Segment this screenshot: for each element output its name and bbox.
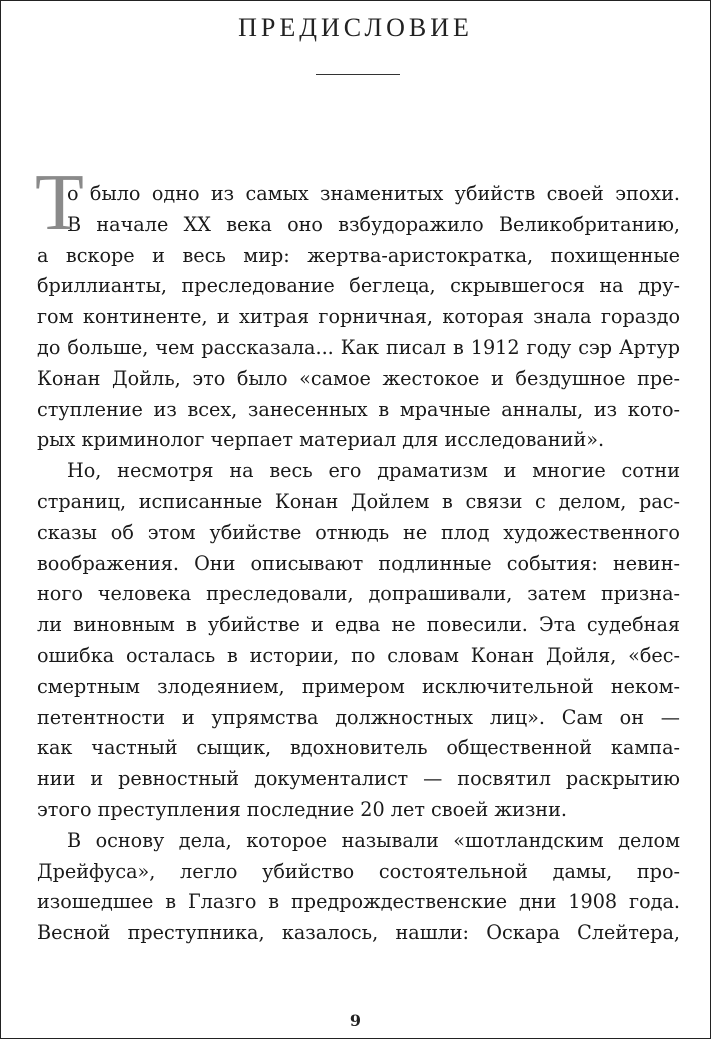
text-line: ступление из всех, занесенных в мрачные анналы, из кото-	[37, 397, 680, 421]
title-divider	[316, 74, 400, 75]
text-line: сказы об этом убийстве отнюдь не плод художественного	[37, 520, 680, 544]
text-line: ного человека преследовали, допрашивали, затем призна-	[37, 582, 680, 606]
text-line: Но, несмотря на весь его драматизм и многие сотни	[67, 459, 680, 483]
page-number: 9	[349, 1011, 362, 1030]
text-line: Дрейфуса», легло убийство состоятельной дамы, про-	[37, 859, 680, 883]
text-line: ли виновным в убийстве и едва не повесили. Эта судебная	[37, 613, 680, 637]
text-line: а вскоре и весь мир: жертва-аристократка, похищенные	[37, 243, 680, 267]
text-line: как частный сыщик, вдохновитель общественной кампа-	[37, 736, 680, 760]
text-line: нии и ревностный документалист — посвятил раскрытию	[37, 767, 680, 791]
text-line: В основу дела, которое называли «шотландским делом	[67, 828, 680, 852]
page-title: ПРЕДИСЛОВИЕ	[238, 13, 473, 42]
text-line: этого преступления последние 20 лет своей жизни.	[37, 797, 567, 821]
text-line: В начале XX века оно взбудоражило Великобританию,	[67, 212, 680, 236]
text-line: ошибка осталась в истории, по словам Конан Дойля, «бес-	[37, 643, 680, 667]
text-line: Конан Дойль, это было «самое жестокое и бездушное пре-	[37, 366, 680, 390]
text-line: бриллианты, преследование беглеца, скрывшегося на дру-	[37, 274, 680, 298]
text-line: о было одно из самых знаменитых убийств своей эпохи.	[67, 182, 680, 205]
body-text	[35, 159, 680, 949]
paragraph-1-cont	[37, 241, 680, 457]
text-line: изошедшее в Глазго в предрождественские дни 1908 года.	[37, 890, 680, 914]
drop-cap: Т	[35, 159, 84, 247]
text-line: Весной преступника, казалось, нашли: Оскара Слейтера,	[37, 921, 680, 945]
paragraph-2	[37, 456, 680, 826]
text-line: до больше, чем рассказала... Как писал в 1912 году сэр Артур	[37, 335, 680, 359]
paragraph-1	[37, 179, 680, 241]
text-line: рых криминолог черпает материал для исследований».	[37, 428, 605, 452]
text-line: воображения. Они описывают подлинные события: невин-	[37, 551, 680, 575]
text-line: гом континенте, и хитрая горничная, которая знала гораздо	[37, 305, 680, 329]
text-line: страниц, исписанные Конан Дойлем в связи с делом, рас-	[37, 489, 680, 513]
text-line: смертным злодеянием, примером исключительной неком-	[37, 674, 680, 698]
text-line: петентности и упрямства должностных лиц». Сам он —	[37, 705, 680, 729]
paragraph-3	[37, 826, 680, 949]
